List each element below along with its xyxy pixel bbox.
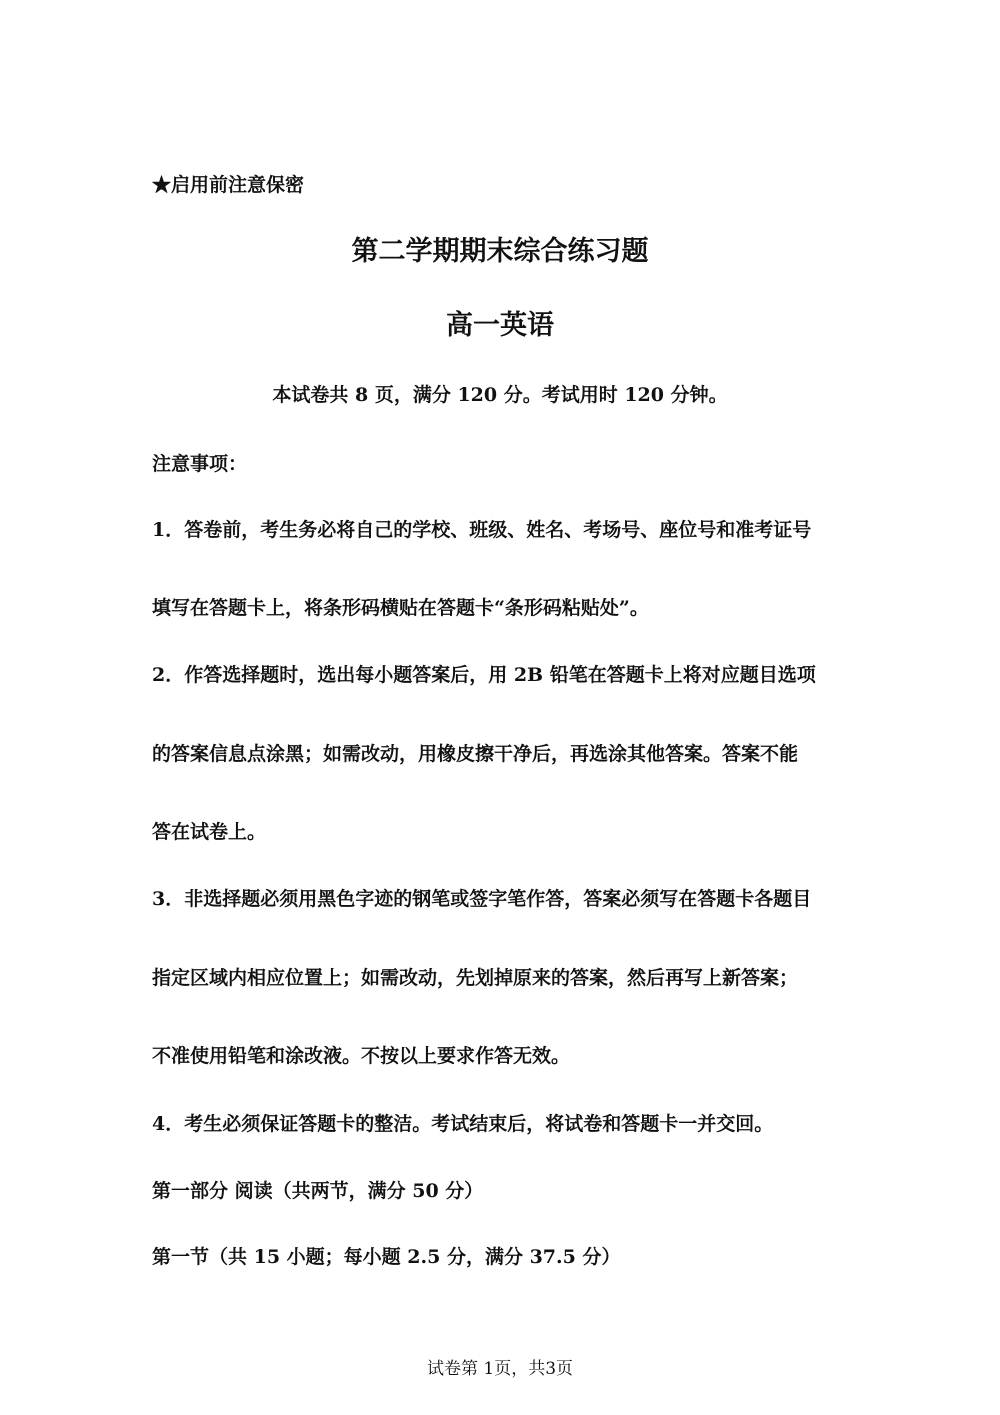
part-heading: 第一部分 阅读（共两节，满分 50 分）: [152, 1180, 484, 1202]
section-heading: 第一节（共 15 小题；每小题 2.5 分，满分 37.5 分）: [152, 1246, 621, 1268]
note-3-line-3: 不准使用铅笔和涂改液。不按以上要求作答无效。: [152, 1045, 571, 1067]
note-2-line-2: 的答案信息点涂黑；如需改动，用橡皮擦干净后，再选涂其他答案。答案不能: [152, 743, 799, 765]
note-1-line-2: 填写在答题卡上，将条形码横贴在答题卡“条形码粘贴处”。: [152, 597, 649, 619]
page-footer: 试卷第 1页，共3页: [426, 1359, 574, 1379]
note-3-line-1: 3．非选择题必须用黑色字迹的钢笔或签字笔作答，答案必须写在答题卡各题目: [152, 888, 812, 910]
note-1-line-1: 1．答卷前，考生务必将自己的学校、班级、姓名、考场号、座位号和准考证号: [152, 519, 812, 541]
note-2-line-3: 答在试卷上。: [152, 821, 267, 843]
note-2-line-1: 2．作答选择题时，选出每小题答案后，用 2B 铅笔在答题卡上将对应题目选项: [152, 664, 816, 686]
exam-title: 第二学期期末综合练习题: [351, 236, 649, 267]
note-4-line-1: 4．考生必须保证答题卡的整洁。考试结束后，将试卷和答题卡一并交回。: [152, 1113, 774, 1135]
subject-title: 高一英语: [446, 310, 554, 341]
confidential-mark: ★启用前注意保密: [152, 174, 305, 196]
note-3-line-2: 指定区域内相应位置上；如需改动，先划掉原来的答案，然后再写上新答案；: [152, 967, 799, 989]
exam-info: 本试卷共 8 页，满分 120 分。考试用时 120 分钟。: [272, 384, 728, 406]
notes-heading: 注意事项：: [152, 453, 248, 475]
